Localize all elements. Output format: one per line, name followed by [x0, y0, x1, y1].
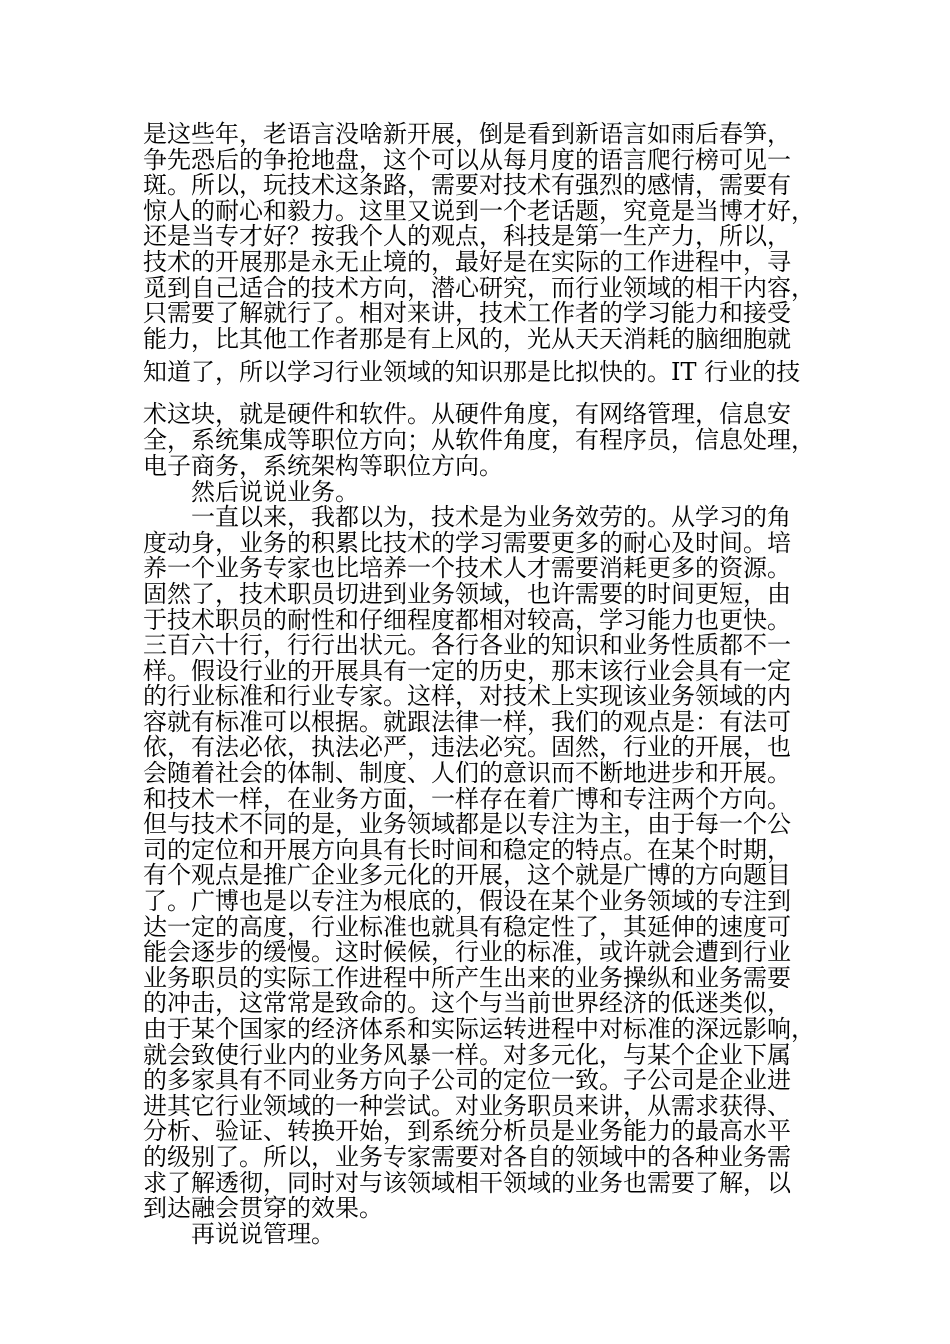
text-line: 样。假设行业的开展具有一定的历史，那末该行业会具有一定 — [143, 656, 791, 685]
text-line: 能会逐步的缓慢。这时候候，行业的标准，或许就会遭到行业 — [143, 938, 791, 967]
text-line: 了。广博也是以专注为根底的，假设在某个业务领域的专注到 — [143, 887, 791, 916]
text-line: 的级别了。所以，业务专家需要对各自的领域中的各种业务需 — [143, 1142, 791, 1171]
text-line: 只需要了解就行了。相对来讲，技术工作者的学习能力和接受 — [143, 299, 791, 328]
text-line: 三百六十行，行行出状元。各行各业的知识和业务性质都不一 — [143, 631, 791, 660]
text-line: 容就有标准可以根据。就跟法律一样，我们的观点是：有法可 — [143, 707, 791, 736]
text-line: 养一个业务专家也比培养一个技术人才需要消耗更多的资源。 — [143, 554, 791, 583]
text-line: 技术的开展那是永无止境的，最好是在实际的工作进程中，寻 — [143, 247, 791, 276]
text-line: 固然了，技术职员切进到业务领域，也许需要的时间更短，由 — [143, 579, 791, 608]
text-line: 是这些年，老语言没啥新开展，倒是看到新语言如雨后春笋， — [143, 120, 791, 148]
text-line: 到达融会贯穿的效果。 — [143, 1194, 383, 1223]
text-line: 度动身，业务的积累比技术的学习需要更多的耐心及时间。培 — [143, 528, 791, 557]
text-line: 一直以来，我都以为，技术是为业务效劳的。从学习的角 — [191, 503, 791, 532]
text-line: 司的定位和开展方向具有长时间和稳定的特点。在某个时期， — [143, 835, 791, 864]
text-line: 争先恐后的争抢地盘，这个可以从每月度的语言爬行榜可见一 — [143, 145, 791, 174]
text-line: 业务职员的实际工作进程中所产生出来的业务操纵和业务需要 — [143, 963, 791, 992]
text-line: 进其它行业领域的一种尝试。对业务职员来讲，从需求获得、 — [143, 1091, 791, 1120]
text-line: 就会致使行业内的业务风暴一样。对多元化，与某个企业下属 — [143, 1040, 791, 1069]
text-line: 但与技术不同的是，业务领域都是以专注为主，由于每一个公 — [143, 810, 791, 839]
section-heading-business: 然后说说业务。 — [191, 477, 359, 506]
text-line: 的冲击，这常常是致命的。这个与当前世界经济的低迷类似， — [143, 989, 791, 1018]
body-text — [143, 122, 823, 1247]
text-line: 术这块，就是硬件和软件。从硬件角度，有网络管理，信息安 — [143, 400, 791, 429]
text-line: 由于某个国家的经济体系和实际运转进程中对标准的深远影响， — [143, 1015, 815, 1043]
text-line: 求了解透彻，同时对与该领域相干领域的业务也需要了解，以 — [143, 1168, 791, 1197]
text-line: 斑。所以，玩技术这条路，需要对技术有强烈的感情，需要有 — [143, 171, 791, 200]
text-line: 和技术一样，在业务方面，一样存在着广博和专注两个方向。 — [143, 784, 791, 813]
text-line: 依，有法必依，执法必严，违法必究。固然，行业的开展，也 — [143, 733, 791, 762]
section-heading-management: 再说说管理。 — [191, 1219, 335, 1248]
text-line: 觅到自己适合的技术方向，潜心研究，而行业领域的相干内容， — [143, 273, 815, 302]
text-line: 知道了，所以学习行业领域的知识那是比拟快的。IT 行业的技 — [143, 358, 801, 387]
text-line: 达一定的高度，行业标准也就具有稳定性了，其延伸的速度可 — [143, 912, 791, 941]
text-line: 还是当专才好？按我个人的观点，科技是第一生产力，所以， — [143, 222, 791, 251]
text-line: 的行业标准和行业专家。这样，对技术上实现该业务领域的内 — [143, 682, 791, 711]
text-line: 有个观点是推广企业多元化的开展，这个就是广博的方向题目 — [143, 861, 791, 890]
text-line: 会随着社会的体制、制度、人们的意识而不断地进步和开展。 — [143, 759, 791, 788]
text-line: 于技术职员的耐性和仔细程度都相对较高，学习能力也更快。 — [143, 605, 791, 634]
text-line: 全，系统集成等职位方向；从软件角度，有程序员，信息处理， — [143, 426, 815, 455]
text-line: 能力，比其他工作者那是有上风的，光从天天消耗的脑细胞就 — [143, 324, 791, 353]
text-line: 电子商务，系统架构等职位方向。 — [143, 451, 503, 480]
text-line: 分析、验证、转换开始，到系统分析员是业务能力的最高水平 — [143, 1117, 791, 1146]
text-line: 惊人的耐心和毅力。这里又说到一个老话题，究竟是当博才好， — [143, 196, 815, 225]
text-line: 的多家具有不同业务方向子公司的定位一致。子公司是企业进 — [143, 1066, 791, 1095]
